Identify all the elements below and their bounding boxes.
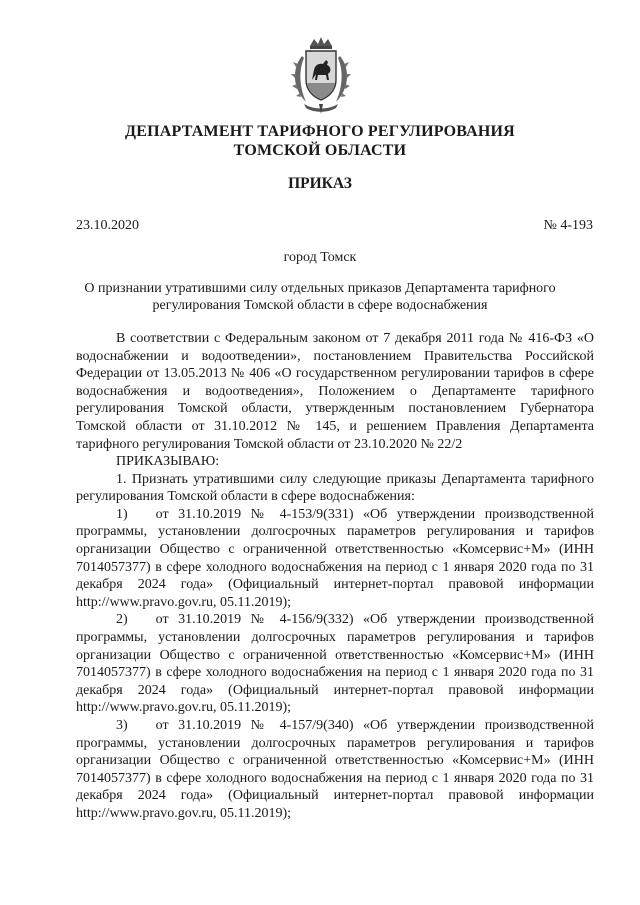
order-section (76, 453, 594, 822)
order-subitem: 1) от 31.10.2019 № 4-153/9(331) «Об утверждении производственной программы, установлении долгосрочных параметров регулирования и тарифов организации Общество с ограниченной ответственностью «Комсервис+М» (ИНН 7014057377) в сфере холодного водоснабжения на период с 1 января 2020 года по 31 декабря 2024 года» (Официальный интернет-портал правовой информации http://www.pravo.gov.ru, 05.11.2019); (76, 506, 594, 610)
document-city: город Томск (283, 250, 357, 265)
order-subitem: 2) от 31.10.2019 № 4-156/9(332) «Об утверждении производственной программы, установлении долгосрочных параметров регулирования и тарифов организации Общество с ограниченной ответственностью «Комсервис+М» (ИНН 7014057377) в сфере холодного водоснабжения на период с 1 января 2020 года по 31 декабря 2024 года» (Официальный интернет-портал правовой информации http://www.pravo.gov.ru, 05.11.2019); (76, 612, 594, 716)
order-item-1: 1. Признать утратившими силу следующие приказы Департамента тарифного регулирования Томской области в сфере водоснабжения: (76, 471, 594, 505)
intro-text: В соответствии с Федеральным законом от 7 декабря 2011 года № 416-ФЗ «О водоснабжении и водоотведении», постановлением Правительства Российской Федерации от 13.05.2013 № 406 «О государственном регулировании тарифов в сфере водоснабжения и водоотведения», Положением о Департаменте тарифного регулирования Томской области, утвержденным постановлением Губернатора Томской области от 31.10.2012 № 145, и решением Правления Департамента тарифного регулирования Томской области от 23.10.2020 № 22/2 (76, 331, 594, 452)
order-subitem: 3) от 31.10.2019 № 4-157/9(340) «Об утверждении производственной программы, установлении долгосрочных параметров регулирования и тарифов организации Общество с ограниченной ответственностью «Комсервис+М» (ИНН 7014057377) в сфере холодного водоснабжения на период с 1 января 2020 года по 31 декабря 2024 года» (Официальный интернет-портал правовой информации http://www.pravo.gov.ru, 05.11.2019); (76, 717, 594, 821)
tomsk-coat-of-arms-icon (288, 36, 354, 116)
document-subject: О признании утратившими силу отдельных приказов Департамента тарифного регулирования Томской области в сфере водоснабжения (84, 281, 556, 313)
document-number: № 4-193 (543, 218, 593, 233)
intro-paragraph (76, 330, 594, 453)
organization-name-line-1: ДЕПАРТАМЕНТ ТАРИФНОГО РЕГУЛИРОВАНИЯ (125, 123, 515, 140)
organization-name-line-2: ТОМСКОЙ ОБЛАСТИ (233, 142, 407, 159)
document-type: ПРИКАЗ (288, 175, 352, 192)
order-heading: ПРИКАЗЫВАЮ: (116, 454, 220, 469)
document-date: 23.10.2020 (76, 218, 139, 233)
